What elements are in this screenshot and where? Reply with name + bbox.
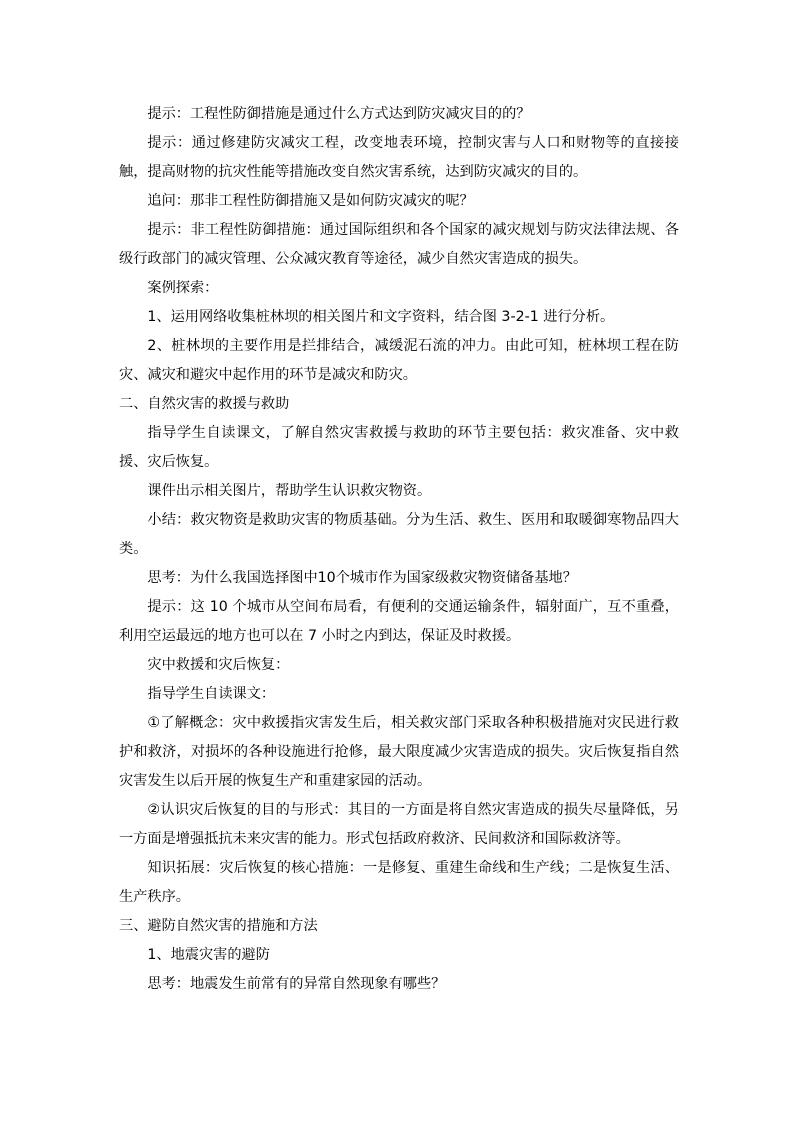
paragraph: 提示：这 10 个城市从空间布局看，有便利的交通运输条件，辐射面广，互不重叠，利用空运最远的地方也可以在 7 小时之内到达，保证及时救援。 <box>119 599 679 644</box>
paragraph: 指导学生自读课文： <box>147 686 276 702</box>
paragraph: 小结：救灾物资是救助灾害的物质基础。分为生活、救生、医用和取暖御寒物品四大类。 <box>119 512 679 557</box>
document-body <box>119 100 679 999</box>
paragraph: 追问：那非工程性防御措施又是如何防灾减灾的呢？ <box>147 193 474 209</box>
paragraph: 提示：通过修建防灾减灾工程，改变地表环境，控制灾害与人口和财物等的直接接触，提高财物的抗灾性能等措施改变自然灾害系统，达到防灾减灾的目的。 <box>119 135 679 180</box>
section-heading: 三、避防自然灾害的措施和方法 <box>119 918 318 934</box>
paragraph: 课件出示相关图片，帮助学生认识救灾物资。 <box>147 483 432 499</box>
paragraph: 思考：为什么我国选择图中10个城市作为国家级救灾物资储备基地？ <box>147 570 577 586</box>
paragraph: 案例探索： <box>147 280 219 296</box>
paragraph: 思考：地震发生前常有的异常自然现象有哪些？ <box>147 976 446 992</box>
paragraph: 1、地震灾害的避防 <box>147 947 270 963</box>
paragraph: 提示：工程性防御措施是通过什么方式达到防灾减灾目的的？ <box>147 106 531 122</box>
paragraph: 2、桩林坝的主要作用是拦排结合，减缓泥石流的冲力。由此可知，桩林坝工程在防灾、减灾和避灾中起作用的环节是减灾和防灾。 <box>119 338 679 383</box>
paragraph: 指导学生自读课文，了解自然灾害救援与救助的环节主要包括：救灾准备、灾中救援、灾后恢复。 <box>119 425 679 470</box>
section-heading: 二、自然灾害的救援与救助 <box>119 396 290 412</box>
paragraph: ②认识灾后恢复的目的与形式：其目的一方面是将自然灾害造成的损失尽量降低，另一方面是增强抵抗未来灾害的能力。形式包括政府救济、民间救济和国际救济等。 <box>119 802 679 847</box>
paragraph: 提示：非工程性防御措施：通过国际组织和各个国家的减灾规划与防灾法律法规、各级行政部门的减灾管理、公众减灾教育等途径，减少自然灾害造成的损失。 <box>119 222 679 267</box>
paragraph: ①了解概念：灾中救援指灾害发生后，相关救灾部门采取各种积极措施对灾民进行救护和救济，对损坏的各种设施进行抢修，最大限度减少灾害造成的损失。灾后恢复指自然灾害发生以后开展的恢复生产和重建家园的活动。 <box>119 715 679 789</box>
paragraph: 灾中救援和灾后恢复： <box>147 657 290 673</box>
paragraph: 1、运用网络收集桩林坝的相关图片和文字资料，结合图 3-2-1 进行分析。 <box>147 309 615 325</box>
paragraph: 知识拓展：灾后恢复的核心措施：一是修复、重建生命线和生产线；二是恢复生活、生产秩序。 <box>119 860 679 905</box>
